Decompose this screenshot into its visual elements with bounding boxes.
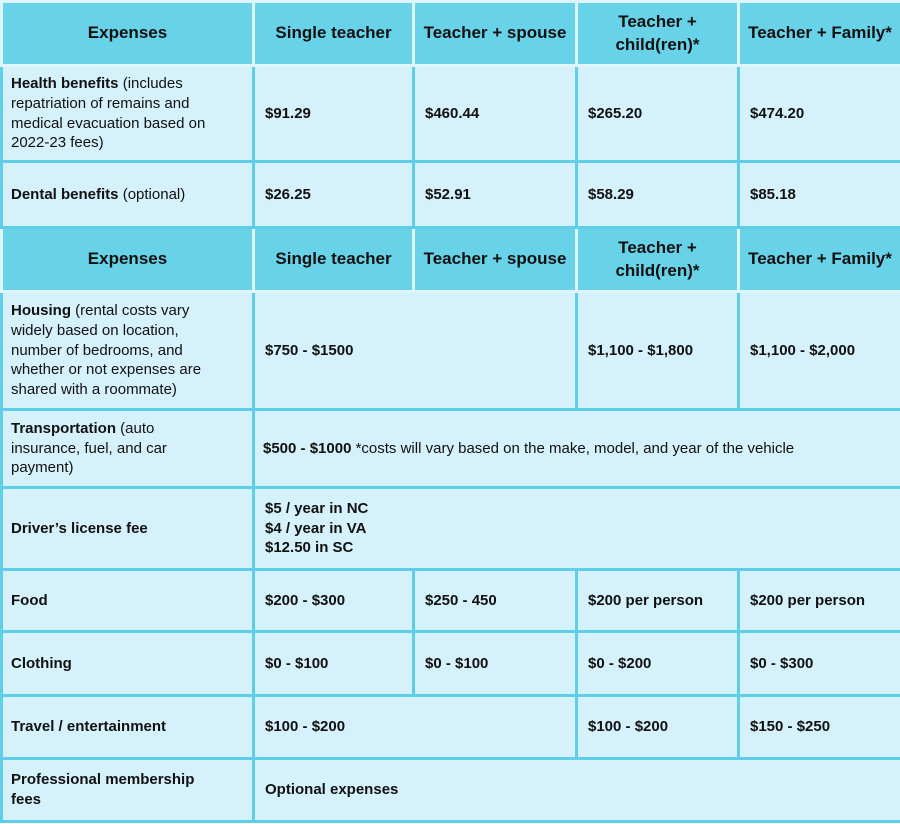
- professional-membership-value: Optional expenses: [254, 759, 900, 822]
- food-family-value: $200 per person: [739, 570, 900, 632]
- food-single-value: $200 - $300: [254, 570, 414, 632]
- row-housing: [2, 292, 900, 410]
- clothing-children-value: $0 - $200: [577, 632, 739, 696]
- housing-children-value: $1,100 - $1,800: [577, 292, 739, 410]
- food-term: Food: [11, 591, 48, 609]
- col-header-teacher-family: Teacher + Family*: [739, 2, 900, 66]
- food-spouse-value: $250 - 450: [414, 570, 577, 632]
- dental-family-value: $85.18: [739, 162, 900, 228]
- license-fee-sc: $12.50 in SC: [265, 539, 354, 557]
- row-food: [2, 570, 900, 632]
- transportation-term: Transportation: [11, 419, 117, 437]
- transportation-label: [2, 410, 254, 488]
- row-travel-entertainment: [2, 696, 900, 759]
- housing-desc: (rental costs vary widely based on location, number of bedrooms, and whether or not expenses are shared with a roommate): [11, 302, 202, 399]
- travel-children-value: $100 - $200: [577, 696, 739, 759]
- col-header-teacher-family: Teacher + Family*: [739, 228, 900, 292]
- clothing-term: Clothing: [11, 654, 72, 672]
- travel-label: [2, 696, 254, 759]
- license-fee-va: $4 / year in VA: [265, 519, 367, 537]
- col-header-single-teacher: Single teacher: [254, 2, 414, 66]
- col-header-teacher-spouse: Teacher + spouse: [414, 2, 577, 66]
- travel-term: Travel / entertainment: [11, 718, 167, 736]
- col-header-teacher-children: Teacher + child(ren)*: [577, 228, 739, 292]
- row-transportation: [2, 410, 900, 488]
- clothing-label: [2, 632, 254, 696]
- travel-family-value: $150 - $250: [739, 696, 900, 759]
- housing-family-value: $1,100 - $2,000: [739, 292, 900, 410]
- clothing-family-value: $0 - $300: [739, 632, 900, 696]
- health-single-value: $91.29: [254, 66, 414, 162]
- professional-membership-label: [2, 759, 254, 822]
- row-health-benefits: [2, 66, 900, 162]
- health-benefits-label: [2, 66, 254, 162]
- health-family-value: $474.20: [739, 66, 900, 162]
- dental-benefits-term: Dental benefits: [11, 185, 119, 203]
- col-header-teacher-spouse: Teacher + spouse: [414, 228, 577, 292]
- dental-benefits-label: [2, 162, 254, 228]
- drivers-license-value: [254, 488, 900, 570]
- dental-benefits-desc: (optional): [118, 185, 186, 203]
- row-clothing: [2, 632, 900, 696]
- transportation-value: [254, 410, 900, 488]
- housing-single-spouse-value: $750 - $1500: [254, 292, 577, 410]
- drivers-license-term: Driver’s license fee: [11, 519, 148, 537]
- health-benefits-desc: (includes repatriation of remains and medical evacuation based on 2022-23 fees): [11, 74, 206, 152]
- drivers-license-label: [2, 488, 254, 570]
- col-header-expenses: Expenses: [2, 2, 254, 66]
- header-row-benefits: [2, 2, 900, 66]
- health-children-value: $265.20: [577, 66, 739, 162]
- row-dental-benefits: [2, 162, 900, 228]
- col-header-expenses: Expenses: [2, 228, 254, 292]
- food-children-value: $200 per person: [577, 570, 739, 632]
- clothing-spouse-value: $0 - $100: [414, 632, 577, 696]
- dental-spouse-value: $52.91: [414, 162, 577, 228]
- row-drivers-license: [2, 488, 900, 570]
- health-benefits-term: Health benefits: [11, 74, 119, 92]
- row-professional-membership: [2, 759, 900, 822]
- transportation-desc: (auto insurance, fuel, and car payment): [11, 419, 167, 477]
- col-header-teacher-children: Teacher + child(ren)*: [577, 2, 739, 66]
- health-spouse-value: $460.44: [414, 66, 577, 162]
- transportation-value-note: *costs will vary based on the make, model, and year of the vehicle: [351, 439, 795, 457]
- food-label: [2, 570, 254, 632]
- col-header-single-teacher: Single teacher: [254, 228, 414, 292]
- clothing-single-value: $0 - $100: [254, 632, 414, 696]
- header-row-living-costs: [2, 228, 900, 292]
- transportation-value-range: $500 - $1000: [263, 439, 352, 457]
- dental-children-value: $58.29: [577, 162, 739, 228]
- professional-membership-term: Professional membership fees: [11, 771, 195, 808]
- license-fee-nc: $5 / year in NC: [265, 499, 369, 517]
- housing-label: [2, 292, 254, 410]
- dental-single-value: $26.25: [254, 162, 414, 228]
- travel-single-spouse-value: $100 - $200: [254, 696, 577, 759]
- housing-term: Housing: [11, 302, 71, 319]
